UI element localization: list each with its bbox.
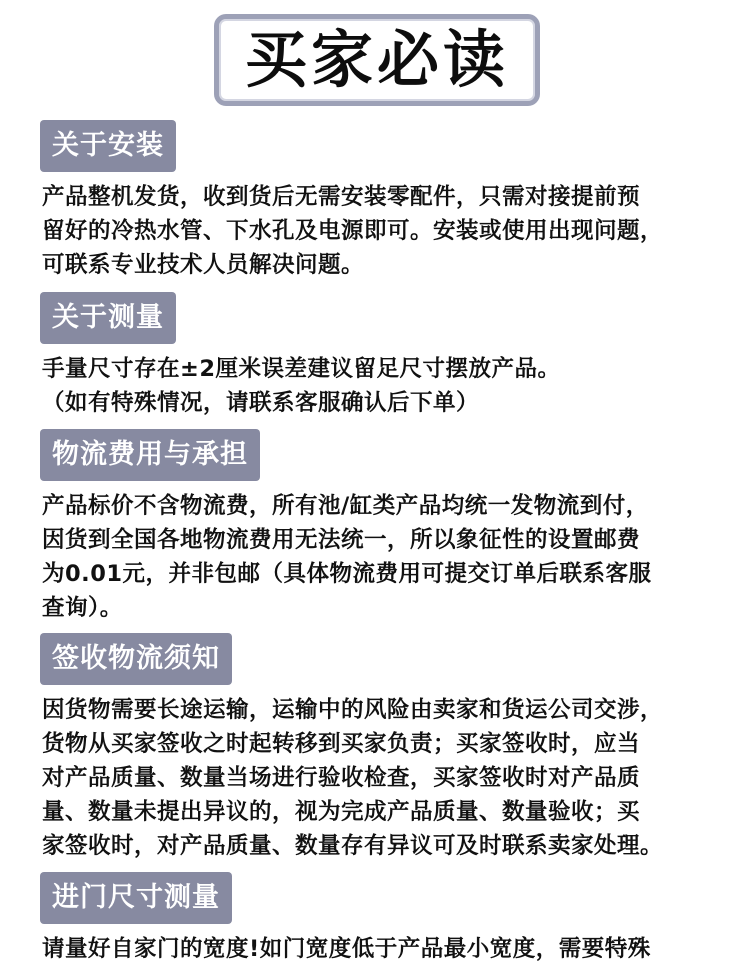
- section-label: 关于安装: [40, 120, 176, 172]
- section-label: 物流费用与承担: [40, 429, 260, 481]
- page-title: 买家必读: [244, 23, 509, 96]
- section-installation: [40, 120, 730, 282]
- title-frame: [214, 14, 540, 106]
- section-text: 产品标价不含物流费，所有池/缸类产品均统一发物流到付， 因货到全国各地物流费用无法统一，所以象征性的设置邮费 为0.01元，并非包邮（具体物流费用可提交订单后联系客服 查询）。: [42, 493, 652, 621]
- section-delivery-notice: [40, 633, 730, 863]
- section-label: 签收物流须知: [40, 633, 232, 685]
- section-text: 手量尺寸存在±2厘米误差建议留足尺寸摆放产品。 （如有特殊情况，请联系客服确认后下单）: [42, 356, 561, 416]
- section-text: 产品整机发货，收到货后无需安装零配件，只需对接提前预 留好的冷热水管、下水孔及电源即可。安装或使用出现问题， 可联系专业技术人员解决问题。: [42, 184, 664, 278]
- section-label: 进门尺寸测量: [40, 872, 232, 924]
- section-shipping-cost: [40, 429, 730, 625]
- section-measurement: [40, 292, 730, 420]
- section-label: 关于测量: [40, 292, 176, 344]
- section-door-measurement: [40, 872, 730, 966]
- section-text: 请量好自家门的宽度!如门宽度低于产品最小宽度，需要特殊: [42, 936, 651, 962]
- section-text: 因货物需要长途运输，运输中的风险由卖家和货运公司交涉， 货物从买家签收之时起转移到买家负责；买家签收时，应当 对产品质量、数量当场进行验收检查，买家签收时对产品质 量、数量未提出异议的，视为完成产品质量、数量验收；买 家签收时，对产品质量、数量存有异议可及时联系卖家处理。: [42, 697, 664, 859]
